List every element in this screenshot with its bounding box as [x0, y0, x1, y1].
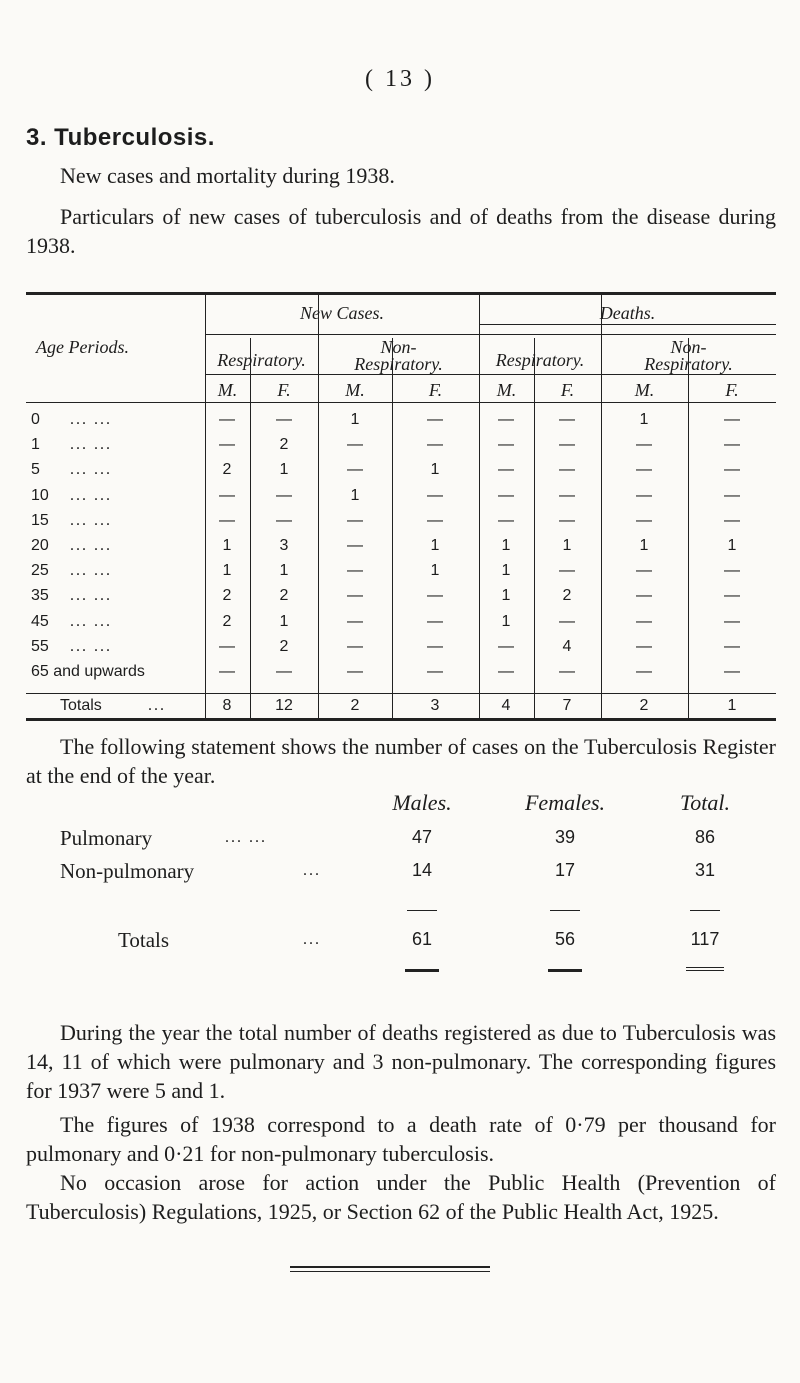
table-cell: 1	[430, 461, 440, 478]
table-cell: 2	[222, 461, 232, 478]
table-cell: —	[427, 411, 443, 428]
register-totals-dots: ...	[303, 931, 321, 948]
deaths-paragraph: During the year the total number of deaths registered as due to Tuberculosis was 14, 11 of which were pulmonary and 3 non-pulmonary. The corresponding figures for 1937 were 5 and 1.	[26, 1020, 776, 1103]
register-males-total: 61	[411, 929, 433, 949]
sum-rule	[407, 910, 437, 911]
table-cell: —	[724, 587, 740, 604]
sum-rule	[550, 910, 580, 911]
end-rule	[290, 1271, 490, 1272]
total-double-rule	[686, 967, 724, 968]
age-dots: ... ...	[70, 512, 112, 529]
table-cell: —	[636, 587, 652, 604]
table-cell: —	[559, 436, 575, 453]
table-cell: —	[559, 487, 575, 504]
col-f-header: F.	[428, 380, 443, 400]
table-cell: 2	[222, 587, 232, 604]
register-males-value: 47	[411, 827, 433, 847]
table-cell: —	[724, 663, 740, 680]
age-period: 0	[31, 411, 40, 428]
table-cell: —	[219, 638, 235, 655]
table-cell: —	[276, 487, 292, 504]
table-cell: —	[219, 663, 235, 680]
table-cell: —	[427, 512, 443, 529]
table-cell: 2	[562, 587, 572, 604]
section-title: 3. Tuberculosis.	[26, 124, 215, 151]
table-cell: 1	[222, 537, 232, 554]
table-cell: —	[636, 638, 652, 655]
table-cell: —	[724, 638, 740, 655]
new-nonresp-header-1: Non-	[380, 337, 417, 357]
totals-cell: 8	[222, 697, 232, 714]
table-cell: 1	[279, 613, 289, 630]
totals-cell: 12	[275, 697, 293, 714]
table-cell: —	[498, 512, 514, 529]
table-cell: —	[498, 638, 514, 655]
totals-dots: ...	[148, 697, 166, 714]
table-cell: 1	[501, 613, 511, 630]
regulations-paragraph: No occasion arose for action under the Public Health (Prevention of Tuberculosis) Regulations, 1925, or Section 62 of the Public Health Act, 1925.	[26, 1170, 776, 1224]
age-period: 20	[31, 537, 49, 554]
table-cell: 4	[562, 638, 572, 655]
table-cell: 1	[430, 537, 440, 554]
deaths-nonresp-header-1: Non-	[670, 337, 707, 357]
register-males-value: 14	[411, 860, 433, 880]
table-cell: 2	[279, 638, 289, 655]
register-row-label: Non-pulmonary	[60, 859, 195, 883]
table-cell: 1	[639, 537, 649, 554]
register-intro: The following statement shows the number of cases on the Tuberculosis Register at the end of the year.	[26, 734, 776, 788]
register-totals-label: Totals	[118, 928, 170, 952]
age-dots: ... ...	[70, 638, 112, 655]
register-total-header: Total.	[680, 790, 730, 815]
header-rule-1	[205, 334, 776, 335]
new-cases-header: New Cases.	[299, 303, 384, 323]
table-cell: —	[498, 487, 514, 504]
table-cell: —	[427, 638, 443, 655]
table-cell: 1	[562, 537, 572, 554]
table-cell: 1	[501, 587, 511, 604]
age-dots: ... ...	[70, 537, 112, 554]
totals-cell: 4	[501, 697, 511, 714]
death-rate-paragraph: The figures of 1938 correspond to a death rate of 0·79 per thousand for pulmonary and 0·21 for non-pulmonary tuberculosis.	[26, 1112, 776, 1166]
table-cell: —	[559, 411, 575, 428]
age-period: 15	[31, 512, 49, 529]
table-cell: —	[559, 512, 575, 529]
table-cell: 1	[222, 562, 232, 579]
table-cell: —	[559, 613, 575, 630]
register-total-value: 86	[694, 827, 716, 847]
register-row-dots: ...	[303, 862, 321, 879]
col-m-header: M.	[496, 380, 517, 400]
col-f-header: F.	[725, 380, 739, 400]
register-total-value: 31	[694, 860, 716, 880]
table-cell: —	[276, 512, 292, 529]
age-period: 5	[31, 461, 40, 478]
totals-cell: 2	[639, 697, 649, 714]
col-m-header: M.	[345, 380, 365, 400]
table-cell: —	[219, 512, 235, 529]
table-cell: 1	[501, 537, 511, 554]
table-cell: —	[724, 613, 740, 630]
table-cell: —	[636, 663, 652, 680]
table-cell: 1	[350, 487, 360, 504]
table-cell: —	[347, 436, 363, 453]
header-rule-3	[26, 402, 776, 403]
table-cell: —	[724, 411, 740, 428]
deaths-group-rule	[479, 324, 776, 325]
table-cell: 1	[279, 562, 289, 579]
age-period: 65 and upwards	[31, 663, 145, 680]
table-cell: —	[724, 436, 740, 453]
total-double-rule	[405, 969, 439, 972]
table-cell: —	[498, 411, 514, 428]
age-dots: ... ...	[70, 587, 112, 604]
deaths-nonresp-header-2: Respiratory.	[644, 354, 733, 374]
age-period: 10	[31, 487, 49, 504]
total-double-rule	[686, 970, 724, 971]
register-females-header: Females.	[524, 790, 606, 815]
table-cell: —	[219, 411, 235, 428]
header-rule-2	[205, 374, 776, 375]
table-cell: —	[427, 436, 443, 453]
register-females-total: 56	[554, 929, 576, 949]
table-cell: —	[276, 663, 292, 680]
table-cell: —	[498, 461, 514, 478]
table-cell: —	[559, 562, 575, 579]
end-rule	[290, 1266, 490, 1268]
totals-cell: 3	[430, 697, 440, 714]
table-cell: —	[276, 411, 292, 428]
age-dots: ... ...	[70, 436, 112, 453]
table-cell: —	[498, 436, 514, 453]
subtitle: New cases and mortality during 1938.	[60, 163, 395, 188]
col-f-header: F.	[277, 380, 291, 400]
table-cell: 2	[279, 587, 289, 604]
register-grand-total: 117	[690, 929, 720, 949]
table-cell: —	[636, 487, 652, 504]
table-cell: 2	[222, 613, 232, 630]
age-period: 35	[31, 587, 49, 604]
table-cell: —	[347, 562, 363, 579]
table-cell: —	[498, 663, 514, 680]
table-cell: 1	[279, 461, 289, 478]
register-males-header: Males.	[392, 790, 452, 815]
table-cell: —	[347, 663, 363, 680]
age-dots: ... ...	[70, 487, 112, 504]
table-cell: —	[427, 663, 443, 680]
sum-rule	[690, 910, 720, 911]
table-cell: 2	[279, 436, 289, 453]
table-cell: —	[427, 587, 443, 604]
age-period: 1	[31, 436, 40, 453]
totals-label: Totals	[60, 697, 102, 714]
table-cell: —	[427, 487, 443, 504]
new-nonresp-header-2: Respiratory.	[354, 354, 443, 374]
table-cell: —	[427, 613, 443, 630]
table-cell: —	[636, 562, 652, 579]
age-dots: ... ...	[70, 411, 112, 428]
deaths-header: Deaths.	[599, 303, 656, 323]
age-dots: ... ...	[70, 562, 112, 579]
table-cell: —	[347, 512, 363, 529]
table-cell: —	[347, 537, 363, 554]
table-bottom-rule	[26, 718, 776, 721]
table-cell: —	[636, 512, 652, 529]
table-cell: —	[724, 512, 740, 529]
table-cell: —	[636, 613, 652, 630]
age-period: 25	[31, 562, 49, 579]
page-number: ( 13 )	[365, 66, 435, 92]
table-cell: —	[347, 587, 363, 604]
table-cell: 1	[430, 562, 440, 579]
table-cell: —	[724, 461, 740, 478]
table-cell: —	[347, 613, 363, 630]
register-females-value: 17	[554, 860, 576, 880]
table-cell: —	[559, 461, 575, 478]
deaths-resp-header: Respiratory.	[495, 350, 585, 370]
total-double-rule	[548, 969, 582, 972]
table-cell: —	[724, 562, 740, 579]
totals-cell: 2	[350, 697, 360, 714]
table-cell: —	[559, 663, 575, 680]
table-cell: —	[219, 487, 235, 504]
table-cell: 1	[639, 411, 649, 428]
col-m-header: M.	[217, 380, 238, 400]
table-cell: 1	[350, 411, 360, 428]
table-cell: —	[636, 436, 652, 453]
register-row-dots: ... ...	[225, 829, 267, 846]
col-m-header: M.	[634, 380, 655, 400]
age-periods-header: Age Periods.	[36, 337, 129, 357]
table-cell: 3	[279, 537, 289, 554]
table-top-rule	[26, 292, 776, 295]
totals-cell: 1	[727, 697, 737, 714]
table-cell: —	[636, 461, 652, 478]
table-cell: —	[724, 487, 740, 504]
age-dots: ... ...	[70, 613, 112, 630]
totals-cell: 7	[562, 697, 572, 714]
table-cell: 1	[501, 562, 511, 579]
register-row-label: Pulmonary	[60, 826, 153, 850]
table-cell: 1	[727, 537, 737, 554]
totals-top-rule	[26, 693, 776, 694]
intro-paragraph: Particulars of new cases of tuberculosis and of deaths from the disease during 1938.	[26, 204, 776, 258]
register-females-value: 39	[554, 827, 576, 847]
age-period: 55	[31, 638, 49, 655]
age-dots: ... ...	[70, 461, 112, 478]
table-cell: —	[347, 461, 363, 478]
table-cell: —	[219, 436, 235, 453]
table-cell: —	[347, 638, 363, 655]
col-f-header: F.	[560, 380, 575, 400]
new-resp-header: Respiratory.	[217, 350, 306, 370]
age-period: 45	[31, 613, 49, 630]
